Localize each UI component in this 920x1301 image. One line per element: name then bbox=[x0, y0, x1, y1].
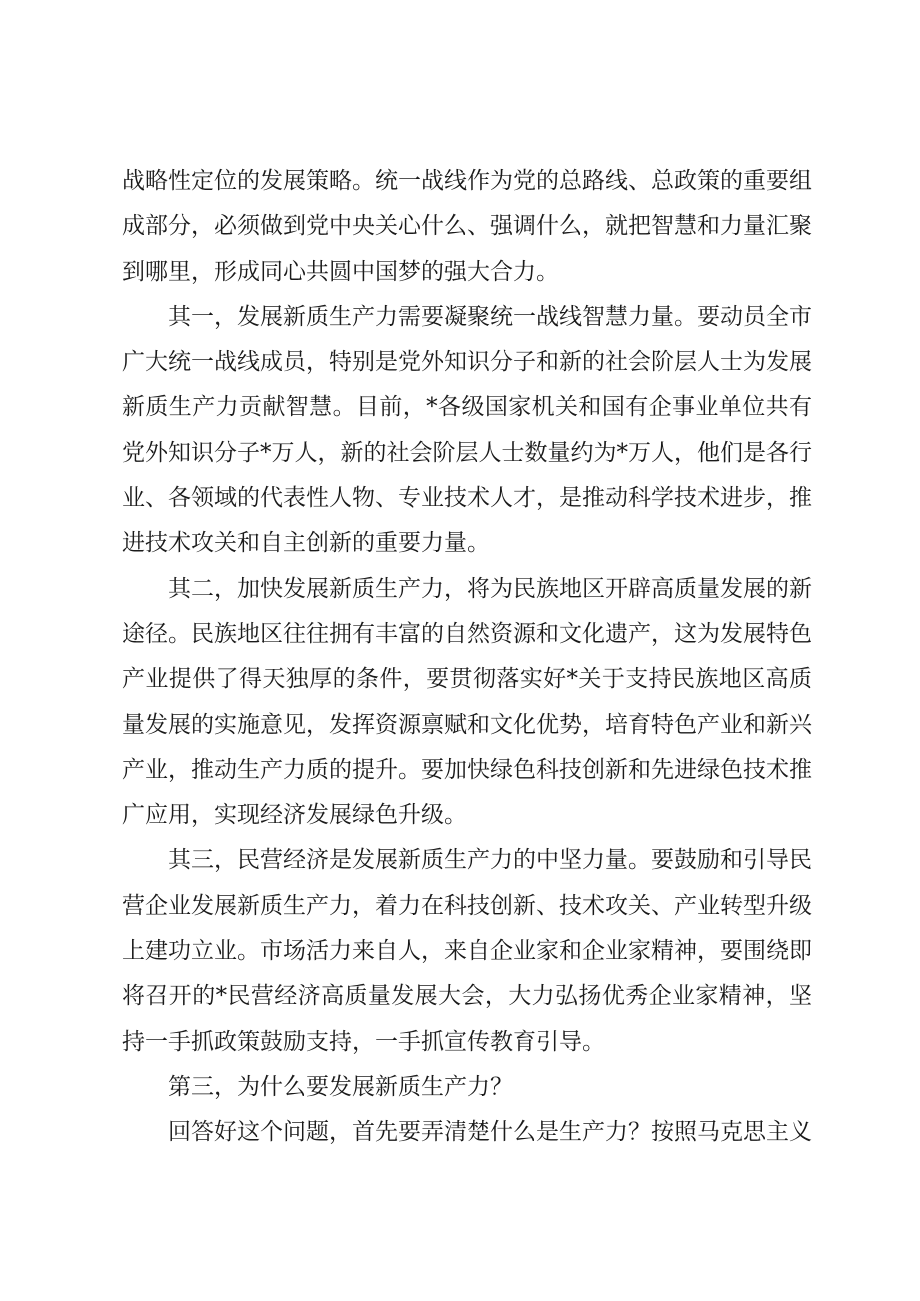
paragraph-answer-start: 回答好这个问题，首先要弄清楚什么是生产力？按照马克思主义 bbox=[168, 1119, 812, 1146]
document-body bbox=[122, 159, 812, 1156]
section-heading-third: 第三，为什么要发展新质生产力？ bbox=[168, 1073, 513, 1100]
paragraph-point-three: 其三，民营经济是发展新质生产力的中坚力量。要鼓励和引导民营企业发展新质生产力，着力在科技创新、技术攻关、产业转型升级上建功立业。市场活力来自人，来自企业家和企业家精神，要围绕即将召开的*民营经济高质量发展大会，大力弘扬优秀企业家精神，坚持一手抓政策鼓励支持，一手抓宣传教育引导。 bbox=[122, 847, 812, 1055]
paragraph-point-one: 其一，发展新质生产力需要凝聚统一战线智慧力量。要动员全市广大统一战线成员，特别是党外知识分子和新的社会阶层人士为发展新质生产力贡献智慧。目前，*各级国家机关和国有企事业单位共有党外知识分子*万人，新的社会阶层人士数量约为*万人，他们是各行业、各领域的代表性人物、专业技术人才，是推动科学技术进步，推进技术攻关和自主创新的重要力量。 bbox=[122, 303, 812, 557]
paragraph-continuation: 战略性定位的发展策略。统一战线作为党的总路线、总政策的重要组成部分，必须做到党中央关心什么、强调什么，就把智慧和力量汇聚到哪里，形成同心共圆中国梦的强大合力。 bbox=[122, 168, 812, 285]
paragraph-point-two: 其二，加快发展新质生产力，将为民族地区开辟高质量发展的新途径。民族地区往往拥有丰富的自然资源和文化遗产，这为发展特色产业提供了得天独厚的条件，要贯彻落实好*关于支持民族地区高质量发展的实施意见，发挥资源禀赋和文化优势，培育特色产业和新兴产业，推动生产力质的提升。要加快绿色科技创新和先进绿色技术推广应用，实现经济发展绿色升级。 bbox=[122, 575, 812, 829]
